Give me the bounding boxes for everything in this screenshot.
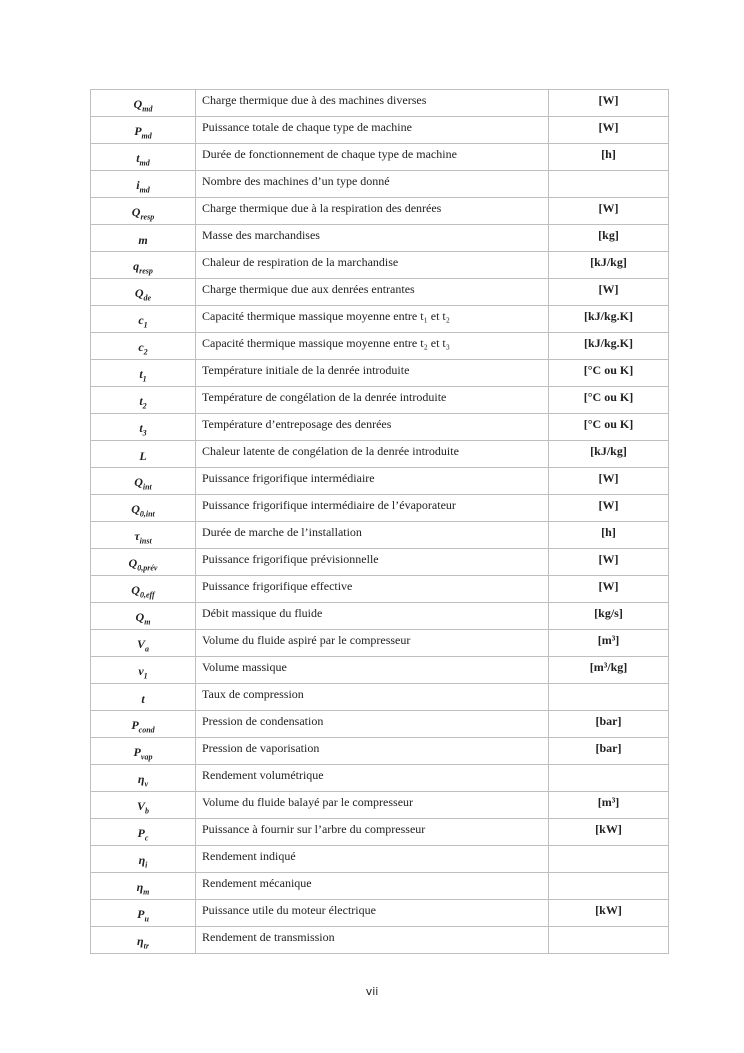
symbol-subscript: md	[139, 185, 150, 195]
symbol-subscript: c	[144, 833, 149, 843]
symbol-cell	[91, 144, 196, 171]
table-row	[91, 117, 669, 144]
symbol-subscript: resp	[140, 212, 155, 222]
symbol	[139, 421, 146, 437]
symbol-cell	[91, 279, 196, 306]
symbol-subscript: 0,eff	[139, 590, 155, 600]
symbol-cell	[91, 252, 196, 279]
unit-text: [bar]	[595, 713, 622, 728]
symbol	[136, 151, 150, 167]
symbol-subscript: 2	[142, 401, 147, 411]
table-row	[91, 900, 669, 927]
table-row	[91, 306, 669, 333]
description-text: Rendement de transmission	[202, 929, 335, 944]
symbol-subscript: tr	[143, 941, 149, 951]
symbol-cell	[91, 819, 196, 846]
symbol-cell	[91, 873, 196, 900]
symbol	[137, 637, 149, 653]
description-cell	[196, 927, 549, 954]
symbol-main: v	[138, 663, 144, 678]
table-row	[91, 252, 669, 279]
description-cell	[196, 657, 549, 684]
symbol	[138, 772, 148, 788]
unit-text: [W]	[598, 497, 619, 512]
description-cell	[196, 630, 549, 657]
unit-cell	[549, 900, 669, 927]
table-row	[91, 279, 669, 306]
table-row	[91, 684, 669, 711]
symbol-main: Q	[134, 285, 144, 300]
description-cell	[196, 684, 549, 711]
unit-cell	[549, 630, 669, 657]
description-cell	[196, 495, 549, 522]
symbol-main: L	[139, 448, 147, 463]
description-text: Chaleur de respiration de la marchandise	[202, 254, 399, 269]
description-cell	[196, 144, 549, 171]
symbol-subscript: md	[142, 104, 153, 114]
unit-cell	[549, 387, 669, 414]
table-row	[91, 549, 669, 576]
symbol	[134, 745, 153, 761]
unit-cell	[549, 144, 669, 171]
symbol	[136, 610, 151, 626]
page-number: vii	[365, 985, 379, 998]
unit-cell	[549, 846, 669, 873]
symbol-cell	[91, 306, 196, 333]
symbol-cell	[91, 927, 196, 954]
symbol-cell	[91, 414, 196, 441]
table-row	[91, 171, 669, 198]
description-text: Volume du fluide aspiré par le compresseur	[202, 632, 411, 647]
symbol-main: Q	[135, 609, 145, 624]
unit-cell	[549, 792, 669, 819]
symbol-cell	[91, 684, 196, 711]
unit-text: [kJ/kg]	[590, 443, 627, 458]
symbol-cell	[91, 657, 196, 684]
symbol-subscript: 1	[143, 320, 148, 330]
unit-cell	[549, 522, 669, 549]
unit-cell	[549, 495, 669, 522]
description-cell	[196, 117, 549, 144]
symbol	[138, 313, 147, 329]
symbol-main: P	[137, 906, 145, 921]
symbol-subscript: m	[143, 887, 150, 897]
description-cell	[196, 576, 549, 603]
symbol-subscript: 3	[142, 428, 147, 438]
description-cell	[196, 171, 549, 198]
description-cell	[196, 792, 549, 819]
symbol-subscript: de	[143, 293, 152, 303]
symbol	[139, 853, 148, 869]
description-cell	[196, 846, 549, 873]
description-cell	[196, 441, 549, 468]
unit-cell	[549, 819, 669, 846]
description-text: Rendement mécanique	[202, 875, 312, 890]
symbol-cell	[91, 576, 196, 603]
description-cell	[196, 873, 549, 900]
table-row	[91, 225, 669, 252]
description-text: Charge thermique due à des machines diverses	[202, 92, 427, 107]
symbol-main: V	[136, 636, 145, 651]
table-row	[91, 387, 669, 414]
unit-cell	[549, 927, 669, 954]
symbol-subscript: md	[141, 131, 152, 141]
symbol-cell	[91, 738, 196, 765]
symbol	[134, 124, 152, 140]
symbol	[138, 664, 147, 680]
symbol	[134, 97, 153, 113]
table-row	[91, 711, 669, 738]
description-text: Puissance frigorifique intermédiaire de l’évaporateur	[202, 497, 456, 512]
symbol-cell	[91, 846, 196, 873]
symbol-main: t	[139, 366, 143, 381]
symbol-subscript: 0,prév	[137, 563, 158, 573]
unit-cell	[549, 198, 669, 225]
symbol-cell	[91, 765, 196, 792]
description-text: Durée de fonctionnement de chaque type de machine	[202, 146, 457, 161]
unit-cell	[549, 360, 669, 387]
symbol	[139, 367, 146, 383]
symbol-main: Q	[131, 582, 140, 597]
symbol	[134, 475, 152, 491]
symbol	[135, 286, 151, 302]
unit-text: [W]	[598, 551, 619, 566]
unit-text: [W]	[598, 92, 619, 107]
unit-text: [h]	[601, 146, 616, 161]
unit-cell	[549, 414, 669, 441]
table-row	[91, 846, 669, 873]
symbol-subscript: resp	[139, 266, 153, 276]
symbol-subscript: b	[145, 806, 149, 816]
symbol-main: t	[141, 691, 145, 706]
symbol	[138, 340, 147, 356]
unit-text: [°C ou K]	[583, 389, 634, 404]
table-row	[91, 657, 669, 684]
unit-cell	[549, 873, 669, 900]
symbol-subscript: i	[145, 860, 148, 870]
description-text: Nombre des machines d’un type donné	[202, 173, 390, 188]
unit-cell	[549, 117, 669, 144]
symbol-main: c	[138, 339, 144, 354]
description-cell	[196, 90, 549, 117]
description-text: Chaleur latente de congélation de la denrée introduite	[202, 443, 459, 458]
unit-text: [kW]	[595, 821, 622, 836]
description-cell	[196, 333, 549, 360]
symbol-main: P	[137, 825, 145, 840]
description-cell	[196, 711, 549, 738]
unit-text: [kJ/kg]	[590, 254, 627, 269]
description-text: Température d’entreposage des denrées	[202, 416, 392, 431]
symbol-subscript: 2	[143, 347, 148, 357]
unit-cell	[549, 252, 669, 279]
unit-text: [kJ/kg.K]	[583, 308, 633, 323]
symbol-main: Q	[134, 474, 143, 489]
description-cell	[196, 468, 549, 495]
symbol	[138, 826, 149, 842]
symbol	[136, 178, 150, 194]
symbol-main: Q	[128, 555, 138, 570]
symbol-cell	[91, 792, 196, 819]
symbol-cell	[91, 468, 196, 495]
symbol	[137, 934, 149, 950]
table-row	[91, 576, 669, 603]
unit-cell	[549, 657, 669, 684]
table-row	[91, 792, 669, 819]
symbol-main: τ	[134, 528, 140, 543]
unit-text: [W]	[598, 578, 619, 593]
unit-text: [kg/s]	[594, 605, 623, 620]
description-text: Température initiale de la denrée introduite	[202, 362, 410, 377]
symbol-main: P	[131, 717, 139, 732]
symbol	[139, 449, 146, 464]
symbol	[132, 205, 154, 221]
symbol	[129, 556, 158, 572]
symbol-cell	[91, 549, 196, 576]
table-row	[91, 765, 669, 792]
symbol-subscript: cond	[138, 725, 155, 735]
symbol-cell	[91, 900, 196, 927]
description-text: Volume du fluide balayé par le compresseur	[202, 794, 414, 809]
unit-text: [W]	[598, 470, 619, 485]
unit-cell	[549, 603, 669, 630]
symbol	[131, 718, 154, 734]
unit-cell	[549, 171, 669, 198]
unit-cell	[549, 441, 669, 468]
unit-text: [°C ou K]	[583, 362, 634, 377]
table-row	[91, 441, 669, 468]
table-row	[91, 630, 669, 657]
description-text: Charge thermique due aux denrées entrantes	[202, 281, 415, 296]
symbol-cell	[91, 117, 196, 144]
unit-text: [bar]	[595, 740, 622, 755]
description-text: Pression de condensation	[202, 713, 324, 728]
symbol	[131, 583, 154, 599]
symbol	[141, 692, 144, 707]
symbol-subscript: u	[144, 914, 149, 924]
description-cell	[196, 198, 549, 225]
table-row	[91, 495, 669, 522]
symbol-cell	[91, 387, 196, 414]
symbol-subscript: int	[142, 482, 152, 492]
symbol-cell	[91, 90, 196, 117]
description-text: Puissance frigorifique effective	[202, 578, 353, 593]
unit-text: [W]	[598, 119, 619, 134]
unit-cell	[549, 306, 669, 333]
nomenclature-table	[90, 89, 669, 954]
unit-cell	[549, 225, 669, 252]
table-row	[91, 414, 669, 441]
table-row	[91, 819, 669, 846]
symbol	[139, 394, 146, 410]
description-cell	[196, 252, 549, 279]
description-text: Débit massique du fluide	[202, 605, 323, 620]
description-text: Capacité thermique massique moyenne entre t₁ et t₂	[202, 308, 450, 323]
description-cell	[196, 603, 549, 630]
description-cell	[196, 279, 549, 306]
table-row	[91, 198, 669, 225]
symbol-main: t	[139, 393, 143, 408]
unit-cell	[549, 90, 669, 117]
symbol	[131, 502, 155, 518]
symbol-subscript: vap	[140, 752, 153, 762]
description-text: Charge thermique due à la respiration des denrées	[202, 200, 442, 215]
symbol-subscript: v	[144, 779, 149, 789]
symbol-cell	[91, 441, 196, 468]
unit-text: [W]	[598, 200, 619, 215]
symbol	[137, 907, 149, 923]
description-cell	[196, 522, 549, 549]
symbol-cell	[91, 198, 196, 225]
symbol-subscript: 1	[143, 671, 148, 681]
symbol-subscript: 0,int	[139, 509, 155, 519]
symbol-main: P	[134, 123, 142, 138]
symbol-main: Q	[131, 204, 141, 219]
description-text: Durée de marche de l’installation	[202, 524, 362, 539]
description-text: Masse des marchandises	[202, 227, 320, 242]
unit-cell	[549, 279, 669, 306]
symbol-cell	[91, 225, 196, 252]
symbol-main: Q	[133, 96, 143, 111]
symbol-subscript: md	[139, 158, 150, 168]
description-cell	[196, 738, 549, 765]
unit-cell	[549, 468, 669, 495]
symbol-main: Q	[131, 501, 140, 516]
description-cell	[196, 900, 549, 927]
description-cell	[196, 387, 549, 414]
unit-cell	[549, 549, 669, 576]
table-row	[91, 468, 669, 495]
symbol	[137, 799, 149, 815]
description-text: Capacité thermique massique moyenne entre t₂ et t₃	[202, 335, 450, 350]
symbol-main: m	[138, 232, 148, 247]
nomenclature-table-body	[91, 90, 669, 954]
symbol-main: t	[136, 150, 140, 165]
table-row	[91, 333, 669, 360]
symbol-main: η	[137, 933, 144, 948]
symbol	[134, 529, 151, 545]
description-text: Puissance frigorifique intermédiaire	[202, 470, 375, 485]
symbol-main: i	[136, 177, 140, 192]
symbol-main: η	[137, 771, 145, 786]
unit-text: [m³]	[597, 794, 620, 809]
description-text: Puissance à fournir sur l’arbre du compresseur	[202, 821, 426, 836]
description-text: Rendement volumétrique	[202, 767, 324, 782]
unit-cell	[549, 765, 669, 792]
symbol-main: η	[138, 852, 146, 867]
description-text: Volume massique	[202, 659, 287, 674]
symbol-subscript: a	[145, 644, 149, 654]
symbol-cell	[91, 495, 196, 522]
unit-text: [°C ou K]	[583, 416, 634, 431]
symbol-subscript: 1	[142, 374, 147, 384]
symbol-main: c	[138, 312, 144, 327]
unit-text: [m³]	[597, 632, 620, 647]
symbol	[137, 880, 150, 896]
description-text: Puissance totale de chaque type de machine	[202, 119, 412, 134]
description-cell	[196, 819, 549, 846]
symbol	[138, 233, 147, 248]
description-cell	[196, 414, 549, 441]
symbol-cell	[91, 711, 196, 738]
description-cell	[196, 549, 549, 576]
unit-cell	[549, 333, 669, 360]
unit-text: [h]	[601, 524, 616, 539]
description-text: Rendement indiqué	[202, 848, 296, 863]
description-cell	[196, 765, 549, 792]
symbol-main: η	[136, 879, 144, 894]
symbol-subscript: inst	[139, 536, 152, 546]
table-row	[91, 522, 669, 549]
description-cell	[196, 360, 549, 387]
unit-text: [m³/kg]	[589, 659, 628, 674]
symbol-main: t	[139, 420, 143, 435]
description-cell	[196, 306, 549, 333]
description-text: Puissance frigorifique prévisionnelle	[202, 551, 379, 566]
unit-text: [W]	[598, 281, 619, 296]
symbol-main: V	[136, 798, 145, 813]
table-row	[91, 738, 669, 765]
symbol-main: P	[133, 744, 141, 759]
symbol-cell	[91, 171, 196, 198]
unit-cell	[549, 576, 669, 603]
symbol-main: q	[133, 258, 140, 273]
symbol-cell	[91, 333, 196, 360]
symbol-cell	[91, 603, 196, 630]
description-text: Pression de vaporisation	[202, 740, 320, 755]
symbol-cell	[91, 630, 196, 657]
table-row	[91, 90, 669, 117]
unit-cell	[549, 738, 669, 765]
unit-cell	[549, 711, 669, 738]
unit-text: [kJ/kg.K]	[583, 335, 633, 350]
symbol-subscript: m	[144, 617, 151, 627]
description-text: Puissance utile du moteur électrique	[202, 902, 376, 917]
table-row	[91, 144, 669, 171]
description-text: Température de congélation de la denrée introduite	[202, 389, 447, 404]
unit-text: [kg]	[598, 227, 619, 242]
unit-cell	[549, 684, 669, 711]
table-row	[91, 360, 669, 387]
table-row	[91, 927, 669, 954]
unit-text: [kW]	[595, 902, 622, 917]
table-row	[91, 873, 669, 900]
symbol-cell	[91, 360, 196, 387]
symbol	[133, 259, 153, 275]
symbol-cell	[91, 522, 196, 549]
description-cell	[196, 225, 549, 252]
description-text: Taux de compression	[202, 686, 304, 701]
table-row	[91, 603, 669, 630]
